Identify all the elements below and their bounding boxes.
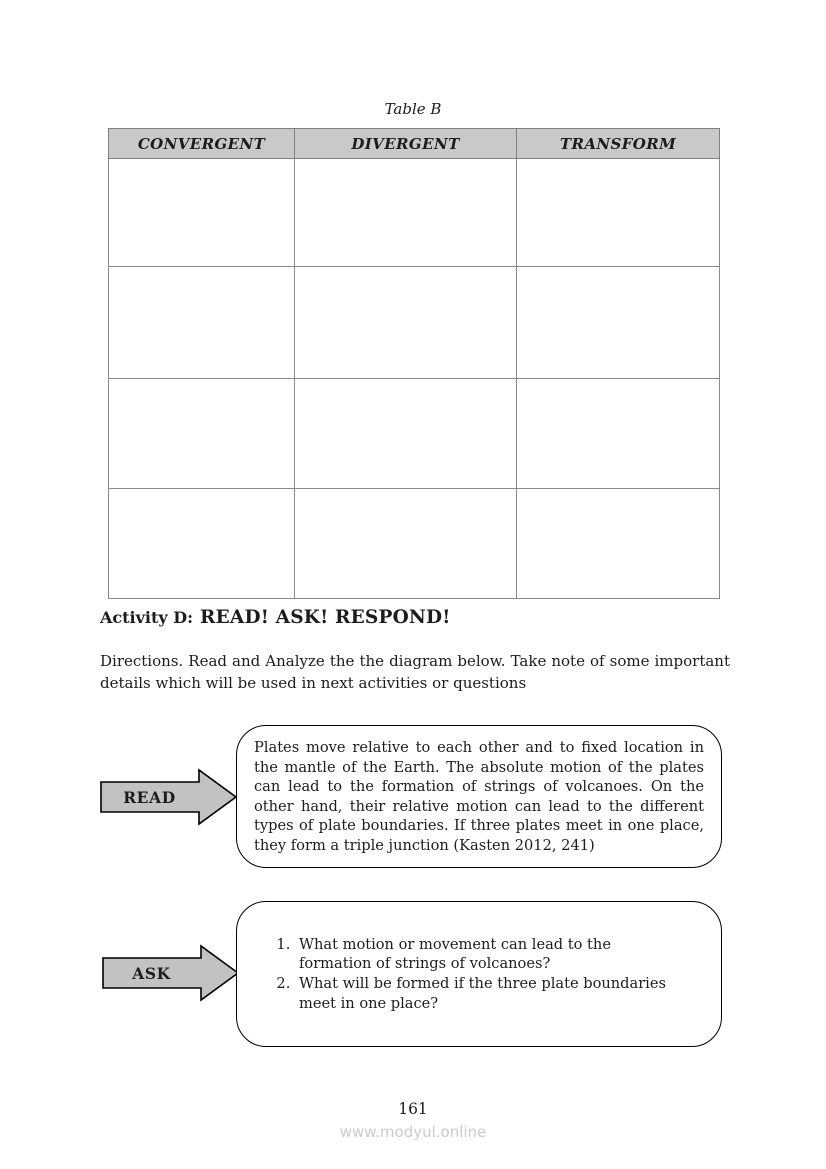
table-row — [109, 267, 720, 379]
table-row — [109, 159, 720, 267]
plate-boundaries-table — [108, 128, 720, 599]
ask-arrow-label: ASK — [132, 963, 171, 983]
table-header-divergent: DIVERGENT — [295, 129, 517, 159]
table-header-row — [109, 129, 720, 159]
empty-cell — [295, 379, 517, 489]
empty-cell — [295, 159, 517, 267]
table-header-transform: TRANSFORM — [517, 129, 720, 159]
ask-questions-box — [236, 901, 722, 1047]
empty-cell — [517, 489, 720, 599]
empty-cell — [517, 267, 720, 379]
ask-question-2: 2. What will be formed if the three plate boundaries meet in one place? — [295, 974, 687, 1013]
empty-cell — [517, 379, 720, 489]
empty-cell — [109, 379, 295, 489]
activity-title-prefix: Activity D: — [100, 608, 194, 627]
table-header-convergent: CONVERGENT — [109, 129, 295, 159]
table-row — [109, 379, 720, 489]
read-text: Plates move relative to each other and to fixed location in the mantle of the Earth. The absolute motion of the plates can lead to the formation of strings of volcanoes. On the other hand, their relative motion can lead to the different types of plate boundaries. If three plates meet in one place, they form a triple junction (Kasten 2012, 241) — [254, 739, 704, 854]
empty-cell — [295, 267, 517, 379]
website-url: www.modyul.online — [339, 1123, 487, 1141]
empty-cell — [109, 489, 295, 599]
activity-title — [100, 607, 451, 628]
empty-cell — [517, 159, 720, 267]
empty-cell — [109, 159, 295, 267]
table-caption: Table B — [384, 100, 442, 118]
activity-title-main: READ! ASK! RESPOND! — [200, 607, 451, 628]
ask-arrow — [102, 944, 240, 1002]
ask-question-1: 1. What motion or movement can lead to the formation of strings of volcanoes? — [295, 935, 687, 974]
directions-text: Directions. Read and Analyze the the diagram below. Take note of some important details which will be used in next activities or questions — [100, 652, 730, 692]
table-row — [109, 489, 720, 599]
empty-cell — [109, 267, 295, 379]
empty-cell — [295, 489, 517, 599]
ask-questions-list — [237, 935, 721, 1013]
read-text-box — [236, 725, 722, 868]
read-arrow-label: READ — [123, 787, 176, 807]
read-arrow — [100, 768, 238, 826]
page-number: 161 — [398, 1100, 428, 1118]
